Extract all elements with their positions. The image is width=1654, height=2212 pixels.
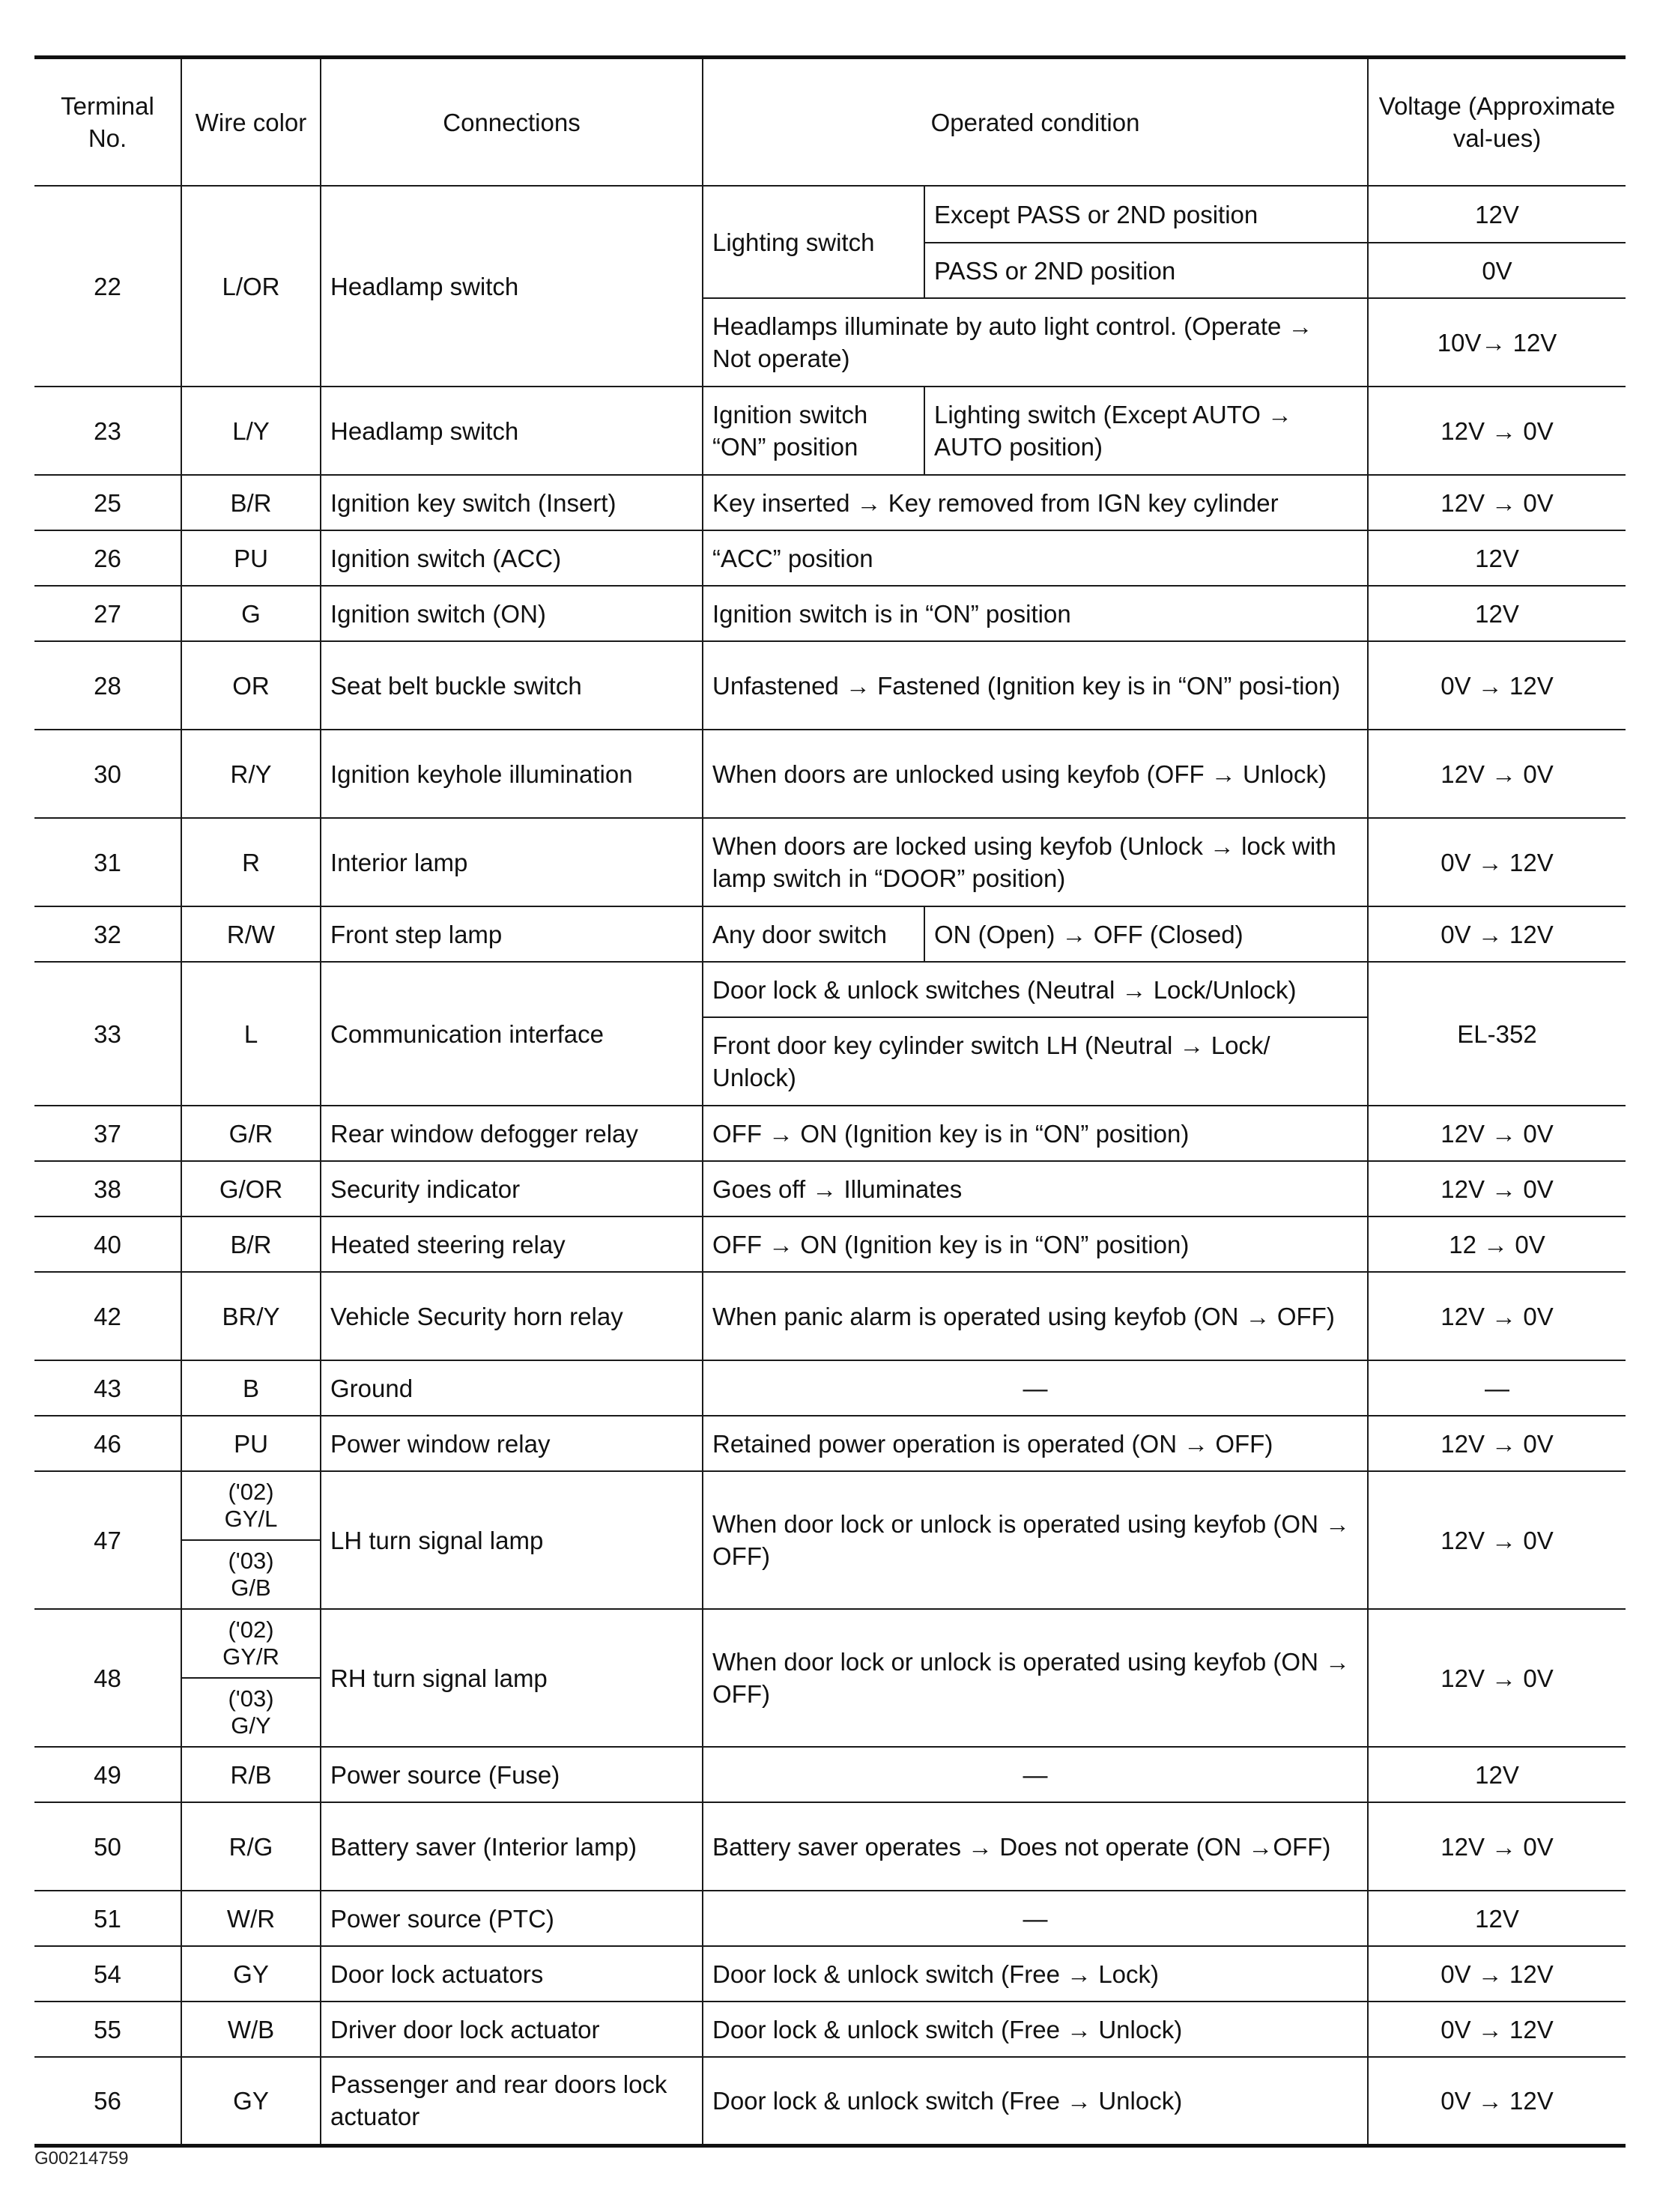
condition-cell: When door lock or unlock is operated using keyfob (ON → OFF) [703, 1471, 1368, 1609]
wire-cell: R/W [181, 906, 321, 962]
voltage-cell: — [1368, 1360, 1626, 1416]
terminal-cell: 28 [34, 641, 181, 730]
table-row [34, 641, 1626, 730]
connection-cell: LH turn signal lamp [321, 1471, 703, 1609]
terminal-cell: 47 [34, 1471, 181, 1609]
condition-cell: “ACC” position [703, 530, 1368, 586]
connection-cell: Interior lamp [321, 818, 703, 906]
voltage-cell: 12V → 0V [1368, 1161, 1626, 1216]
condition-cell: Ignition switch is in “ON” position [703, 586, 1368, 641]
terminal-cell: 48 [34, 1609, 181, 1747]
terminal-cell: 49 [34, 1747, 181, 1802]
voltage-cell: 12V → 0V [1368, 1106, 1626, 1161]
table-row [34, 1416, 1626, 1471]
terminal-cell: 38 [34, 1161, 181, 1216]
header-terminal: Terminal No. [34, 58, 181, 187]
table-row [34, 818, 1626, 906]
terminal-cell: 30 [34, 730, 181, 818]
wire-cell: R/B [181, 1747, 321, 1802]
connection-cell: Ignition switch (ACC) [321, 530, 703, 586]
voltage-cell: 12V [1368, 1747, 1626, 1802]
condition-cell: Unfastened → Fastened (Ignition key is in “ON” posi-tion) [703, 641, 1368, 730]
terminal-cell: 27 [34, 586, 181, 641]
table-row [34, 1802, 1626, 1891]
connection-cell: Passenger and rear doors lock actuator [321, 2057, 703, 2145]
header-operated-condition: Operated condition [703, 58, 1368, 187]
connection-cell: Battery saver (Interior lamp) [321, 1802, 703, 1891]
terminal-cell: 26 [34, 530, 181, 586]
model-year-label: ('02) [228, 1616, 274, 1643]
terminal-table-sheet [34, 55, 1626, 2148]
condition-cell: Door lock & unlock switches (Neutral → Lock/Unlock) [703, 962, 1368, 1017]
terminal-cell: 56 [34, 2057, 181, 2145]
wire-cell: BR/Y [181, 1272, 321, 1360]
terminal-cell: 22 [34, 186, 181, 387]
wire-cell: B/R [181, 1216, 321, 1272]
table-row [34, 1891, 1626, 1946]
condition-cell: ON (Open) → OFF (Closed) [924, 906, 1368, 962]
voltage-cell: 0V → 12V [1368, 2002, 1626, 2057]
terminal-cell: 25 [34, 475, 181, 530]
wire-cell: G [181, 586, 321, 641]
model-year-label: ('02) [228, 1479, 274, 1505]
connection-cell: Power window relay [321, 1416, 703, 1471]
voltage-cell: 12V → 0V [1368, 1609, 1626, 1747]
wire-cell: PU [181, 1416, 321, 1471]
voltage-cell: 12V → 0V [1368, 1416, 1626, 1471]
condition-cell: — [703, 1747, 1368, 1802]
condition-cell: Door lock & unlock switch (Free → Lock) [703, 1946, 1368, 2002]
connection-cell: Vehicle Security horn relay [321, 1272, 703, 1360]
table-row [34, 906, 1626, 962]
table-row [34, 1946, 1626, 2002]
wire-cell-2002 [181, 1471, 321, 1540]
voltage-cell: 12V → 0V [1368, 1272, 1626, 1360]
condition-cell: OFF → ON (Ignition key is in “ON” position) [703, 1106, 1368, 1161]
connection-cell: Power source (PTC) [321, 1891, 703, 1946]
voltage-cell: 12V [1368, 186, 1626, 243]
terminal-cell: 46 [34, 1416, 181, 1471]
connection-cell: Headlamp switch [321, 387, 703, 475]
condition-cell: Front door key cylinder switch LH (Neutral → Lock/ Unlock) [703, 1017, 1368, 1106]
connection-cell: Front step lamp [321, 906, 703, 962]
table-row [34, 2002, 1626, 2057]
terminal-cell: 51 [34, 1891, 181, 1946]
condition-cell: When door lock or unlock is operated using keyfob (ON → OFF) [703, 1609, 1368, 1747]
condition-cell: Lighting switch (Except AUTO → AUTO position) [924, 387, 1368, 475]
connection-cell: Ground [321, 1360, 703, 1416]
header-wire-color: Wire color [181, 58, 321, 187]
wire-color: GY/R [222, 1643, 279, 1670]
voltage-cell: 0V → 12V [1368, 818, 1626, 906]
wire-cell: B [181, 1360, 321, 1416]
voltage-cell: 12V [1368, 586, 1626, 641]
connection-cell: Heated steering relay [321, 1216, 703, 1272]
condition-cell: Door lock & unlock switch (Free → Unlock) [703, 2057, 1368, 2145]
wire-cell: R/G [181, 1802, 321, 1891]
header-voltage: Voltage (Approximate val-ues) [1368, 58, 1626, 187]
table-row [34, 1216, 1626, 1272]
terminal-cell: 55 [34, 2002, 181, 2057]
wire-cell-2003 [181, 1540, 321, 1609]
wire-cell-2002 [181, 1609, 321, 1678]
table-row [34, 1106, 1626, 1161]
wire-cell: W/B [181, 2002, 321, 2057]
table-row [34, 387, 1626, 475]
condition-cell: When doors are unlocked using keyfob (OFF → Unlock) [703, 730, 1368, 818]
condition-cell: When panic alarm is operated using keyfob (ON → OFF) [703, 1272, 1368, 1360]
table-row [34, 962, 1626, 1017]
voltage-cell: 12V [1368, 530, 1626, 586]
table-row [34, 1609, 1626, 1678]
connection-cell: Rear window defogger relay [321, 1106, 703, 1161]
voltage-cell: 0V → 12V [1368, 906, 1626, 962]
condition-cell: Retained power operation is operated (ON → OFF) [703, 1416, 1368, 1471]
connection-cell: Security indicator [321, 1161, 703, 1216]
voltage-cell: 12 → 0V [1368, 1216, 1626, 1272]
table-row [34, 475, 1626, 530]
wire-cell: OR [181, 641, 321, 730]
voltage-cell: 12V → 0V [1368, 730, 1626, 818]
wire-cell: R [181, 818, 321, 906]
wire-cell: W/R [181, 1891, 321, 1946]
voltage-cell: 0V → 12V [1368, 1946, 1626, 2002]
wire-cell: PU [181, 530, 321, 586]
wire-cell: L/Y [181, 387, 321, 475]
terminal-cell: 37 [34, 1106, 181, 1161]
wire-cell: L [181, 962, 321, 1106]
wire-color: GY/L [224, 1506, 278, 1532]
header-row [34, 58, 1626, 187]
voltage-cell: 12V → 0V [1368, 1802, 1626, 1891]
voltage-cell: 0V → 12V [1368, 641, 1626, 730]
condition-cell: Key inserted → Key removed from IGN key cylinder [703, 475, 1368, 530]
table-row [34, 730, 1626, 818]
wire-cell: G/OR [181, 1161, 321, 1216]
terminal-cell: 54 [34, 1946, 181, 2002]
voltage-cell: 12V [1368, 1891, 1626, 1946]
connection-cell: Ignition key switch (Insert) [321, 475, 703, 530]
condition-cell: — [703, 1891, 1368, 1946]
table-row [34, 1161, 1626, 1216]
condition-group-cell: Ignition switch “ON” position [703, 387, 924, 475]
voltage-cell: 0V → 12V [1368, 2057, 1626, 2145]
voltage-cell: 0V [1368, 243, 1626, 298]
connection-cell: Power source (Fuse) [321, 1747, 703, 1802]
voltage-cell: 12V → 0V [1368, 387, 1626, 475]
terminal-cell: 40 [34, 1216, 181, 1272]
voltage-cell: 12V → 0V [1368, 1471, 1626, 1609]
wire-color: G/B [231, 1575, 271, 1601]
terminal-cell: 42 [34, 1272, 181, 1360]
figure-code: G00214759 [34, 2148, 129, 2169]
terminal-cell: 33 [34, 962, 181, 1106]
terminal-table [34, 55, 1626, 2148]
connection-cell: Driver door lock actuator [321, 2002, 703, 2057]
condition-cell: Door lock & unlock switch (Free → Unlock) [703, 2002, 1368, 2057]
terminal-cell: 32 [34, 906, 181, 962]
condition-cell: Except PASS or 2ND position [924, 186, 1368, 243]
terminal-cell: 31 [34, 818, 181, 906]
condition-cell: PASS or 2ND position [924, 243, 1368, 298]
condition-group-cell: Any door switch [703, 906, 924, 962]
table-row [34, 530, 1626, 586]
condition-cell: OFF → ON (Ignition key is in “ON” position) [703, 1216, 1368, 1272]
table-row [34, 1747, 1626, 1802]
condition-cell: Goes off → Illuminates [703, 1161, 1368, 1216]
condition-cell: When doors are locked using keyfob (Unlock → lock with lamp switch in “DOOR” position) [703, 818, 1368, 906]
condition-cell: Headlamps illuminate by auto light control. (Operate → Not operate) [703, 298, 1368, 387]
connection-cell: Communication interface [321, 962, 703, 1106]
table-row [34, 1272, 1626, 1360]
condition-cell: — [703, 1360, 1368, 1416]
wire-cell: B/R [181, 475, 321, 530]
connection-cell: RH turn signal lamp [321, 1609, 703, 1747]
connection-cell: Ignition keyhole illumination [321, 730, 703, 818]
header-connections: Connections [321, 58, 703, 187]
voltage-cell: EL-352 [1368, 962, 1626, 1106]
connection-cell: Ignition switch (ON) [321, 586, 703, 641]
condition-cell: Battery saver operates → Does not operate (ON →OFF) [703, 1802, 1368, 1891]
table-row [34, 586, 1626, 641]
table-row [34, 2057, 1626, 2145]
wire-cell: GY [181, 2057, 321, 2145]
wire-cell-2003 [181, 1678, 321, 1747]
connection-cell: Door lock actuators [321, 1946, 703, 2002]
voltage-cell: 12V → 0V [1368, 475, 1626, 530]
wire-cell: G/R [181, 1106, 321, 1161]
condition-group-cell: Lighting switch [703, 186, 924, 298]
table-row [34, 186, 1626, 243]
wire-color: G/Y [231, 1712, 271, 1739]
model-year-label: ('03) [228, 1548, 274, 1574]
model-year-label: ('03) [228, 1685, 274, 1712]
voltage-cell: 10V→ 12V [1368, 298, 1626, 387]
connection-cell: Headlamp switch [321, 186, 703, 387]
terminal-cell: 23 [34, 387, 181, 475]
wire-cell: R/Y [181, 730, 321, 818]
table-row [34, 1360, 1626, 1416]
connection-cell: Seat belt buckle switch [321, 641, 703, 730]
wire-cell: GY [181, 1946, 321, 2002]
terminal-cell: 43 [34, 1360, 181, 1416]
table-row [34, 1471, 1626, 1540]
wire-cell: L/OR [181, 186, 321, 387]
terminal-cell: 50 [34, 1802, 181, 1891]
